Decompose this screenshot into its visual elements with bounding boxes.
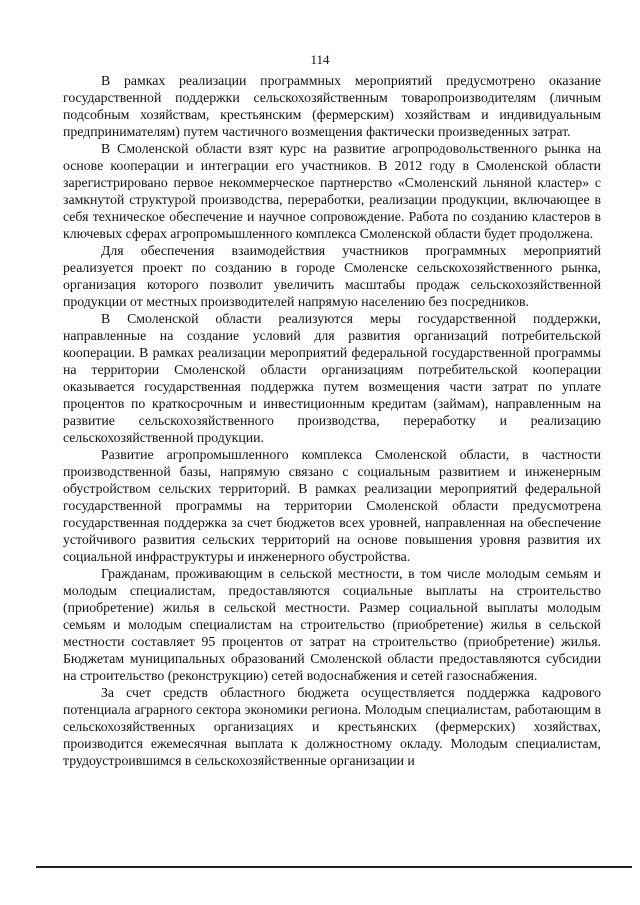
page-number: 114 (310, 52, 330, 67)
document-body (63, 72, 601, 769)
paragraph-state-support: В рамках реализации программных мероприятий предусмотрено оказание государственной поддержки сельскохозяйственным товаропроизводителям (личным подсобным хозяйствам, крестьянским (фермерским) хозяйствам и индивидуальным предпринимателям) путем частичного возмещения фактически произведенных затрат. (63, 73, 601, 139)
page-bottom-rule (36, 866, 632, 868)
paragraph-agricultural-market: Для обеспечения взаимодействия участников программных мероприятий реализуется проект по созданию в городе Смоленске сельскохозяйственного рынка, организация которого позволит увеличить масштабы продаж сельскохозяйственной продукции от местных производителей напрямую населению без посредников. (63, 243, 601, 309)
paragraph-young-specialists: За счет средств областного бюджета осуществляется поддержка кадрового потенциала аграрного сектора экономики региона. Молодым специалистам, работающим в сельскохозяйственных организациях и крестьянских (фермерских) хозяйствах, производится ежемесячная выплата к должностному окладу. Молодым специалистам, трудоустроившимся в сельскохозяйственные организации и (63, 685, 601, 768)
paragraph-rural-development: Развитие агропромышленного комплекса Смоленской области, в частности производственной базы, напрямую связано с социальным развитием и инженерным обустройством сельских территорий. В рамках реализации мероприятий федеральной государственной программы на территории Смоленской области предусмотрена государственная поддержка за счет бюджетов всех уровней, направленная на обеспечение устойчивого развития сельских территорий на основе повышения уровня развития их социальной инфраструктуры и инженерного обустройства. (63, 447, 601, 564)
paragraph-flax-cluster: В Смоленской области взят курс на развитие агропродовольственного рынка на основе кооперации и интеграции его участников. В 2012 году в Смоленской области зарегистрировано первое некоммерческое партнерство «Смоленский льняной кластер» с замкнутой структурой производства, переработки, реализации продукции, включающее в себя техническое обеспечение и научное сопровождение. Работа по созданию кластеров в ключевых сферах агропромышленного комплекса Смоленской области будет продолжена. (63, 141, 601, 241)
paragraph-social-payments: Гражданам, проживающим в сельской местности, в том числе молодым семьям и молодым специалистам, предоставляются социальные выплаты на строительство (приобретение) жилья в сельской местности. Размер социальной выплаты молодым семьям и молодым специалистам на строительство (приобретение) жилья в сельской местности составляет 95 процентов от затрат на строительство (приобретение) жилья. Бюджетам муниципальных образований Смоленской области предоставляются субсидии на строительство (реконструкцию) сетей водоснабжения и сетей газоснабжения. (63, 566, 601, 683)
paragraph-consumer-cooperation: В Смоленской области реализуются меры государственной поддержки, направленные на создание условий для развития организаций потребительской кооперации. В рамках реализации мероприятий федеральной государственной программы на территории Смоленской области организациям потребительской кооперации оказывается государственная поддержка путем возмещения части затрат по уплате процентов по краткосрочным и инвестиционным кредитам (займам), направленным на развитие сельскохозяйственного производства, переработку и реализацию сельскохозяйственной продукции. (63, 311, 601, 445)
